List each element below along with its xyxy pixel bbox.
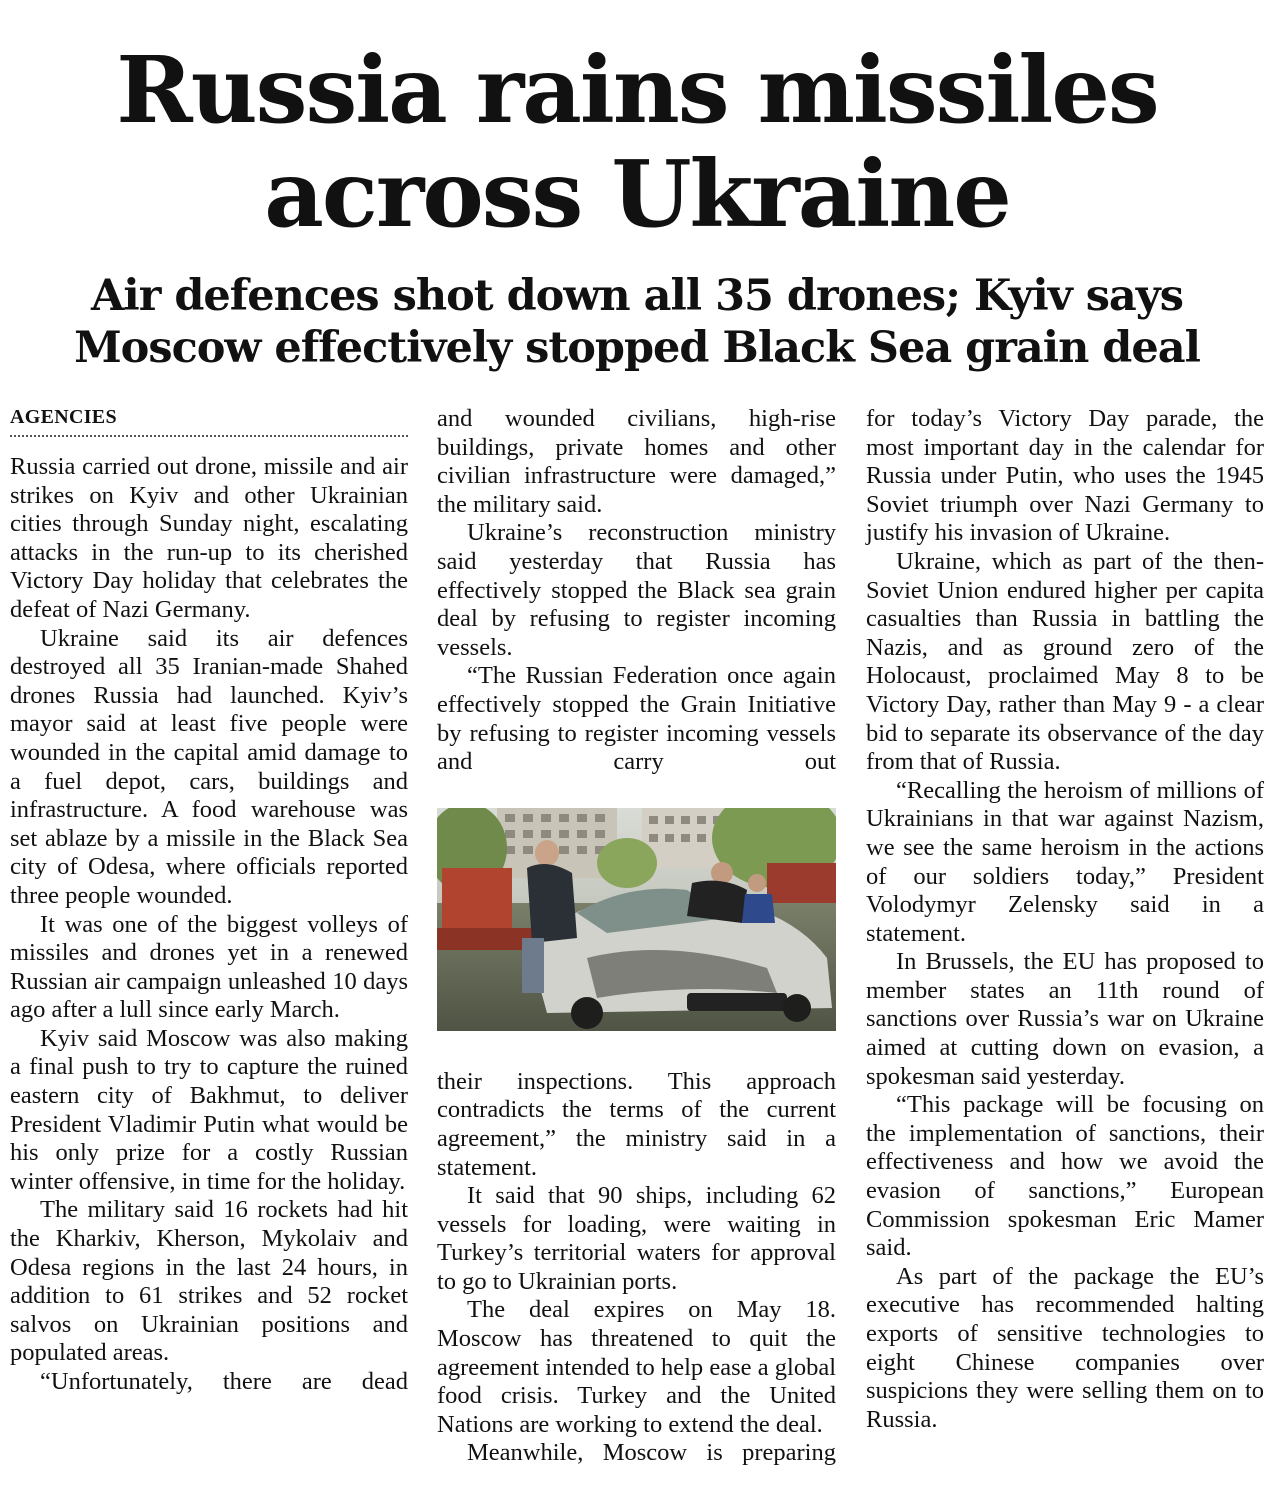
- subheadline-line-1: Air defences shot down all 35 drones; Kyiv says: [91, 271, 1183, 321]
- paragraph: Ukraine’s reconstruction ministry said yesterday that Russia has effectively stopped the Black sea grain deal by refusing to register incoming vessels.: [437, 519, 836, 661]
- article-column-1: [10, 405, 408, 1397]
- paragraph: “This package will be focusing on the implementation of sanctions, their effectiveness and how we avoid the evasion of sanctions,” European Commission spokesman Eric Mamer said.: [866, 1091, 1264, 1262]
- paragraph: Kyiv said Moscow was also making a final push to try to capture the ruined eastern city of Bakhmut, to deliver President Vladimir Putin what would be his only prize for a costly Russian winter offensive, in time for the holiday.: [10, 1024, 408, 1195]
- headline-line-2: across Ukraine: [264, 140, 1010, 248]
- headline-line-1: Russia rains missiles: [116, 36, 1158, 144]
- byline: AGENCIES: [10, 405, 408, 437]
- paragraph: “Recalling the heroism of millions of Ukrainians in that war against Nazism, we see the same heroism in the actions of our soldiers today,” President Volodymyr Zelensky said in a statement.: [866, 776, 1264, 947]
- paragraph: “The Russian Federation once again effectively stopped the Grain Initiative by refusing to register incoming vessels and carry out: [437, 662, 836, 776]
- paragraph: for today’s Victory Day parade, the most important day in the calendar for Russia under Putin, who uses the 1945 Soviet triumph over Nazi Germany to justify his invasion of Ukraine.: [866, 405, 1264, 547]
- headline: [0, 38, 1274, 246]
- paragraph: Ukraine said its air defences destroyed all 35 Iranian-made Shahed drones Russia had launched. Kyiv’s mayor said at least five people were wounded in the capital amid damage to a fuel depot, cars, buildings and infrastructure. A food warehouse was set ablaze by a missile in the Black Sea city of Odesa, where officials reported three people wounded.: [10, 624, 408, 909]
- subheadline: [0, 270, 1274, 374]
- paragraph: It was one of the biggest volleys of missiles and drones yet in a renewed Russian air campaign unleashed 10 days ago after a lull since early March.: [10, 910, 408, 1024]
- paragraph: In Brussels, the EU has proposed to member states an 11th round of sanctions over Russia’s war on Ukraine aimed at cutting down on evasion, a spokesman said yesterday.: [866, 948, 1264, 1090]
- paragraph: Meanwhile, Moscow is preparing: [467, 1439, 836, 1467]
- paragraph: Russia carried out drone, missile and air strikes on Kyiv and other Ukrainian cities through Sunday night, escalating attacks in the run-up to its cherished Victory Day holiday that celebrates the defeat of Nazi Germany.: [10, 453, 408, 623]
- paragraph: Ukraine, which as part of the then-Soviet Union endured higher per capita casualties than Russia in battling the Nazis, and as ground zero of the Holocaust, proclaimed May 8 to be Victory Day, rather than May 9 - a clear bid to separate its observance of the day from that of Russia.: [866, 547, 1264, 776]
- paragraph: The deal expires on May 18. Moscow has threatened to quit the agreement intended to help ease a global food crisis. Turkey and the United Nations are working to extend the deal.: [437, 1296, 836, 1438]
- paragraph: It said that 90 ships, including 62 vessels for loading, were waiting in Turkey’s territorial waters for approval to go to Ukrainian ports.: [437, 1182, 836, 1295]
- article-column-2: [437, 405, 836, 1468]
- damaged-car-photo: [437, 808, 836, 1031]
- paragraph: and wounded civilians, high-rise buildings, private homes and other civilian infrastructure were damaged,” the military said.: [437, 405, 836, 518]
- paragraph: “Unfortunately, there are dead: [40, 1368, 408, 1395]
- paragraph: The military said 16 rockets had hit the Kharkiv, Kherson, Mykolaiv and Odesa regions in the last 24 hours, in addition to 61 strikes and 52 rocket salvos on Ukrainian positions and populated areas.: [10, 1196, 408, 1367]
- paragraph: their inspections. This approach contradicts the terms of the current agreement,” the ministry said in a statement.: [437, 1067, 836, 1181]
- news-photo: [437, 808, 836, 1031]
- subheadline-line-2: Moscow effectively stopped Black Sea grain deal: [74, 323, 1200, 373]
- paragraph: As part of the package the EU’s executive has recommended halting exports of sensitive technologies to eight Chinese companies over suspicions they were selling them on to Russia.: [866, 1262, 1264, 1433]
- article-column-3: [866, 405, 1264, 1434]
